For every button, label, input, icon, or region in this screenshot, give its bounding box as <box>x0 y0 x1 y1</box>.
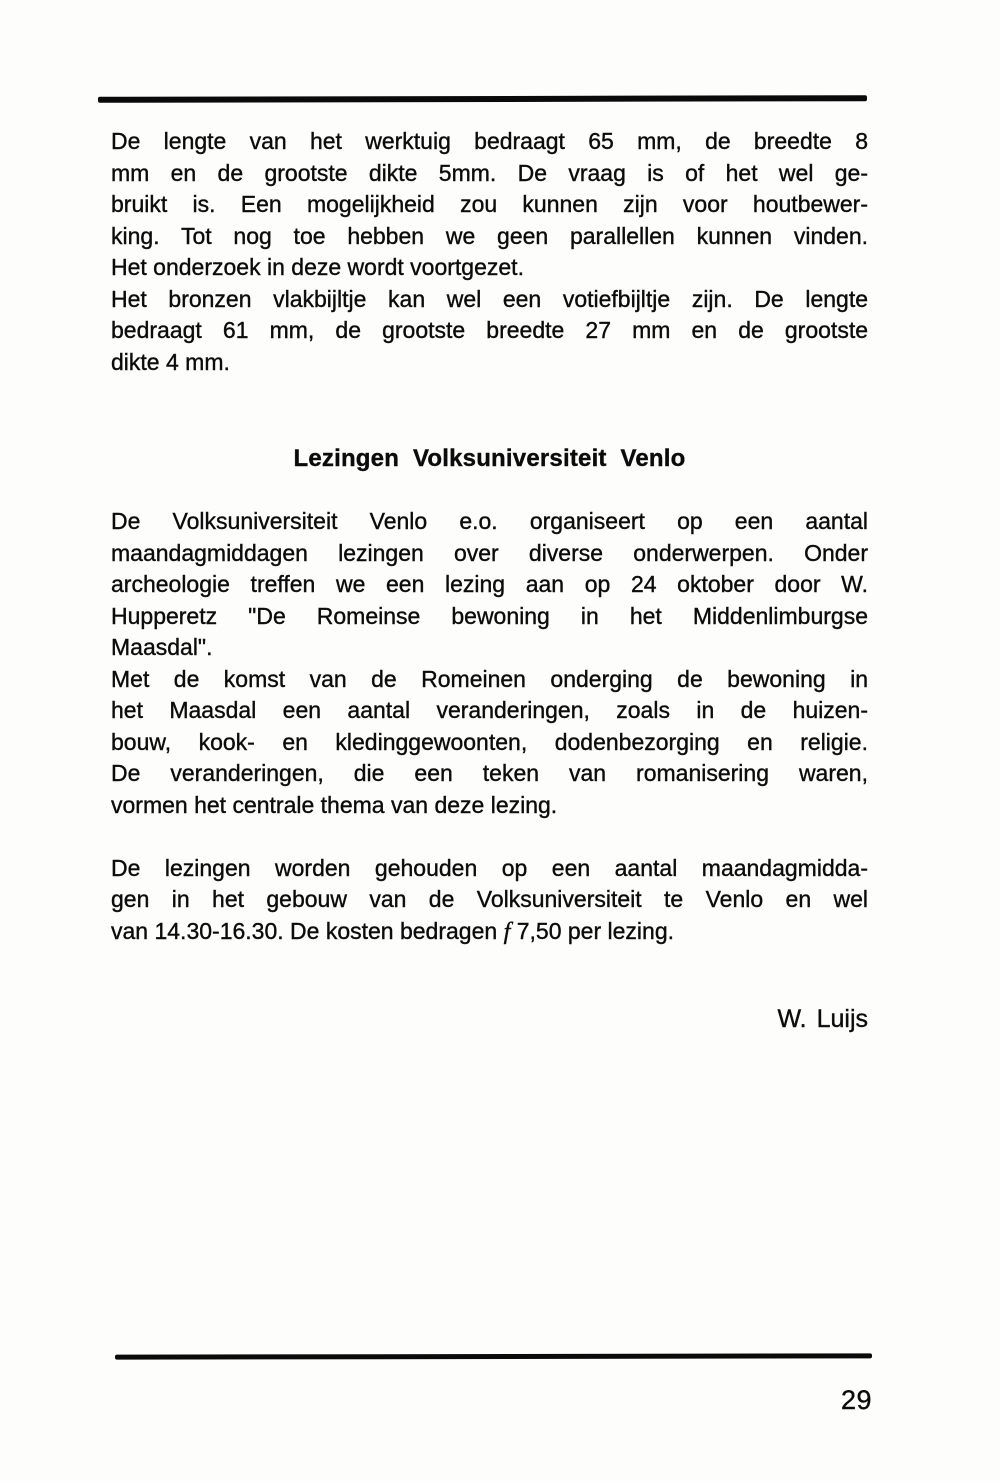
document-body <box>111 126 868 947</box>
text-segment: 7,50 per lezing. <box>510 917 675 944</box>
page-number: 29 <box>840 1385 872 1415</box>
author-signature: W. Luijs <box>777 1005 868 1033</box>
paragraph <box>111 506 868 664</box>
text-line: Maasdal". <box>111 634 213 660</box>
text-line: het Maasdal een aantal veranderingen, zoals in de huizen- <box>111 697 868 723</box>
text-segment: van 14.30-16.30. De kosten bedragen <box>111 917 504 944</box>
text-line <box>111 916 868 948</box>
text-line: maandagmiddagen lezingen over diverse onderwerpen. Onder <box>111 539 868 566</box>
text-line: bruikt is. Een mogelijkheid zou kunnen zijn voor houtbewer- <box>111 191 868 217</box>
text-line: De veranderingen, die een teken van romanisering waren, <box>111 760 868 786</box>
text-line: De lezingen worden gehouden op een aantal maandagmidda- <box>111 854 868 881</box>
text-line: dikte 4 mm. <box>111 348 230 375</box>
paragraph <box>111 126 868 284</box>
top-rule <box>98 95 867 103</box>
text-line: Het bronzen vlakbijltje kan wel een votiefbijltje zijn. De lengte <box>111 285 868 312</box>
text-line: bedraagt 61 mm, de grootste breedte 27 mm en de grootste <box>111 317 868 343</box>
paragraph <box>111 853 868 948</box>
bottom-rule <box>115 1353 872 1359</box>
text-line: vormen het centrale thema van deze lezing. <box>111 791 558 818</box>
text-line: mm en de grootste dikte 5mm. De vraag is of het wel ge- <box>111 159 868 186</box>
text-line: archeologie treffen we een lezing aan op 24 oktober door W. <box>111 571 868 597</box>
text-line: Het onderzoek in deze wordt voortgezet. <box>111 254 524 280</box>
text-line: king. Tot nog toe hebben we geen parallellen kunnen vinden. <box>111 222 868 249</box>
text-line: bouw, kook- en kledinggewoonten, dodenbezorging en religie. <box>111 728 868 755</box>
text-line: De Volksuniversiteit Venlo e.o. organiseert op een aantal <box>111 508 868 534</box>
text-column <box>111 126 868 1036</box>
paragraph <box>111 664 868 822</box>
text-line: gen in het gebouw van de Volksuniversiteit te Venlo en wel <box>111 886 868 912</box>
section-heading: Lezingen Volksuniversiteit Venlo <box>293 445 686 472</box>
text-line: Met de komst van de Romeinen onderging de bewoning in <box>111 665 868 692</box>
text-line: De lengte van het werktuig bedraagt 65 mm, de breedte 8 <box>111 128 868 154</box>
text-line: Hupperetz "De Romeinse bewoning in het Middenlimburgse <box>111 602 868 629</box>
florin-currency-symbol: f <box>503 917 511 945</box>
paragraph <box>111 284 868 379</box>
